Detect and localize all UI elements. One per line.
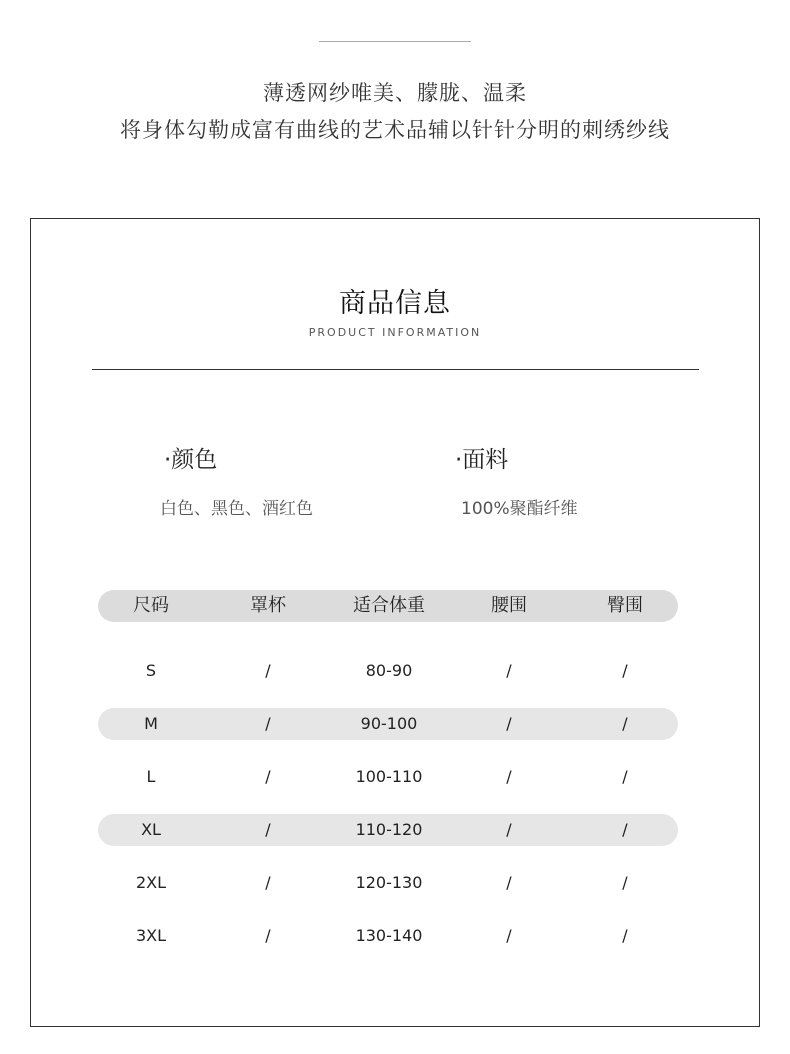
header-hip: 臀围 (607, 595, 643, 616)
table-row (98, 867, 678, 899)
header-weight: 适合体重 (353, 595, 425, 616)
table-row (98, 655, 678, 687)
cell-size: M (144, 714, 158, 733)
cell-size: L (146, 767, 156, 786)
size-table-header (98, 590, 678, 622)
intro-line-1: 薄透网纱唯美、朦胧、温柔 (263, 81, 527, 105)
cell-cup: / (265, 767, 271, 786)
cell-cup: / (265, 714, 271, 733)
cell-hip: / (622, 926, 628, 945)
table-row (98, 814, 678, 846)
cell-cup: / (265, 926, 271, 945)
cell-size: 2XL (135, 873, 167, 892)
section-title: 商品信息 (339, 288, 451, 319)
cell-waist: / (506, 714, 512, 733)
table-row (98, 761, 678, 793)
fabric-label: ·面料 (455, 447, 509, 473)
cell-size: S (145, 661, 157, 680)
cell-waist: / (506, 820, 512, 839)
color-label: ·颜色 (164, 447, 218, 473)
cell-weight: 130-140 (355, 926, 423, 945)
section-divider (92, 369, 699, 370)
cell-weight: 110-120 (355, 820, 423, 839)
intro-line-2: 将身体勾勒成富有曲线的艺术品辅以针针分明的刺绣纱线 (120, 118, 670, 142)
fabric-value: 100%聚酯纤维 (461, 499, 578, 519)
header-cup: 罩杯 (250, 595, 286, 616)
header-waist: 腰围 (491, 595, 527, 616)
table-row (98, 708, 678, 740)
cell-waist: / (506, 926, 512, 945)
cell-hip: / (622, 873, 628, 892)
top-divider (319, 41, 471, 42)
cell-weight: 120-130 (355, 873, 423, 892)
color-value: 白色、黑色、酒红色 (160, 499, 313, 519)
cell-weight: 90-100 (360, 714, 418, 733)
cell-waist: / (506, 767, 512, 786)
cell-hip: / (622, 767, 628, 786)
cell-weight: 80-90 (365, 661, 413, 680)
section-subtitle: PRODUCT INFORMATION (308, 326, 482, 339)
cell-size: 3XL (135, 926, 167, 945)
product-info-box (30, 218, 760, 1027)
cell-cup: / (265, 661, 271, 680)
cell-cup: / (265, 873, 271, 892)
cell-hip: / (622, 714, 628, 733)
cell-waist: / (506, 873, 512, 892)
cell-hip: / (622, 820, 628, 839)
cell-size: XL (141, 820, 161, 839)
header-size: 尺码 (133, 595, 169, 616)
cell-waist: / (506, 661, 512, 680)
cell-weight: 100-110 (355, 767, 423, 786)
table-row (98, 920, 678, 952)
cell-hip: / (622, 661, 628, 680)
cell-cup: / (265, 820, 271, 839)
